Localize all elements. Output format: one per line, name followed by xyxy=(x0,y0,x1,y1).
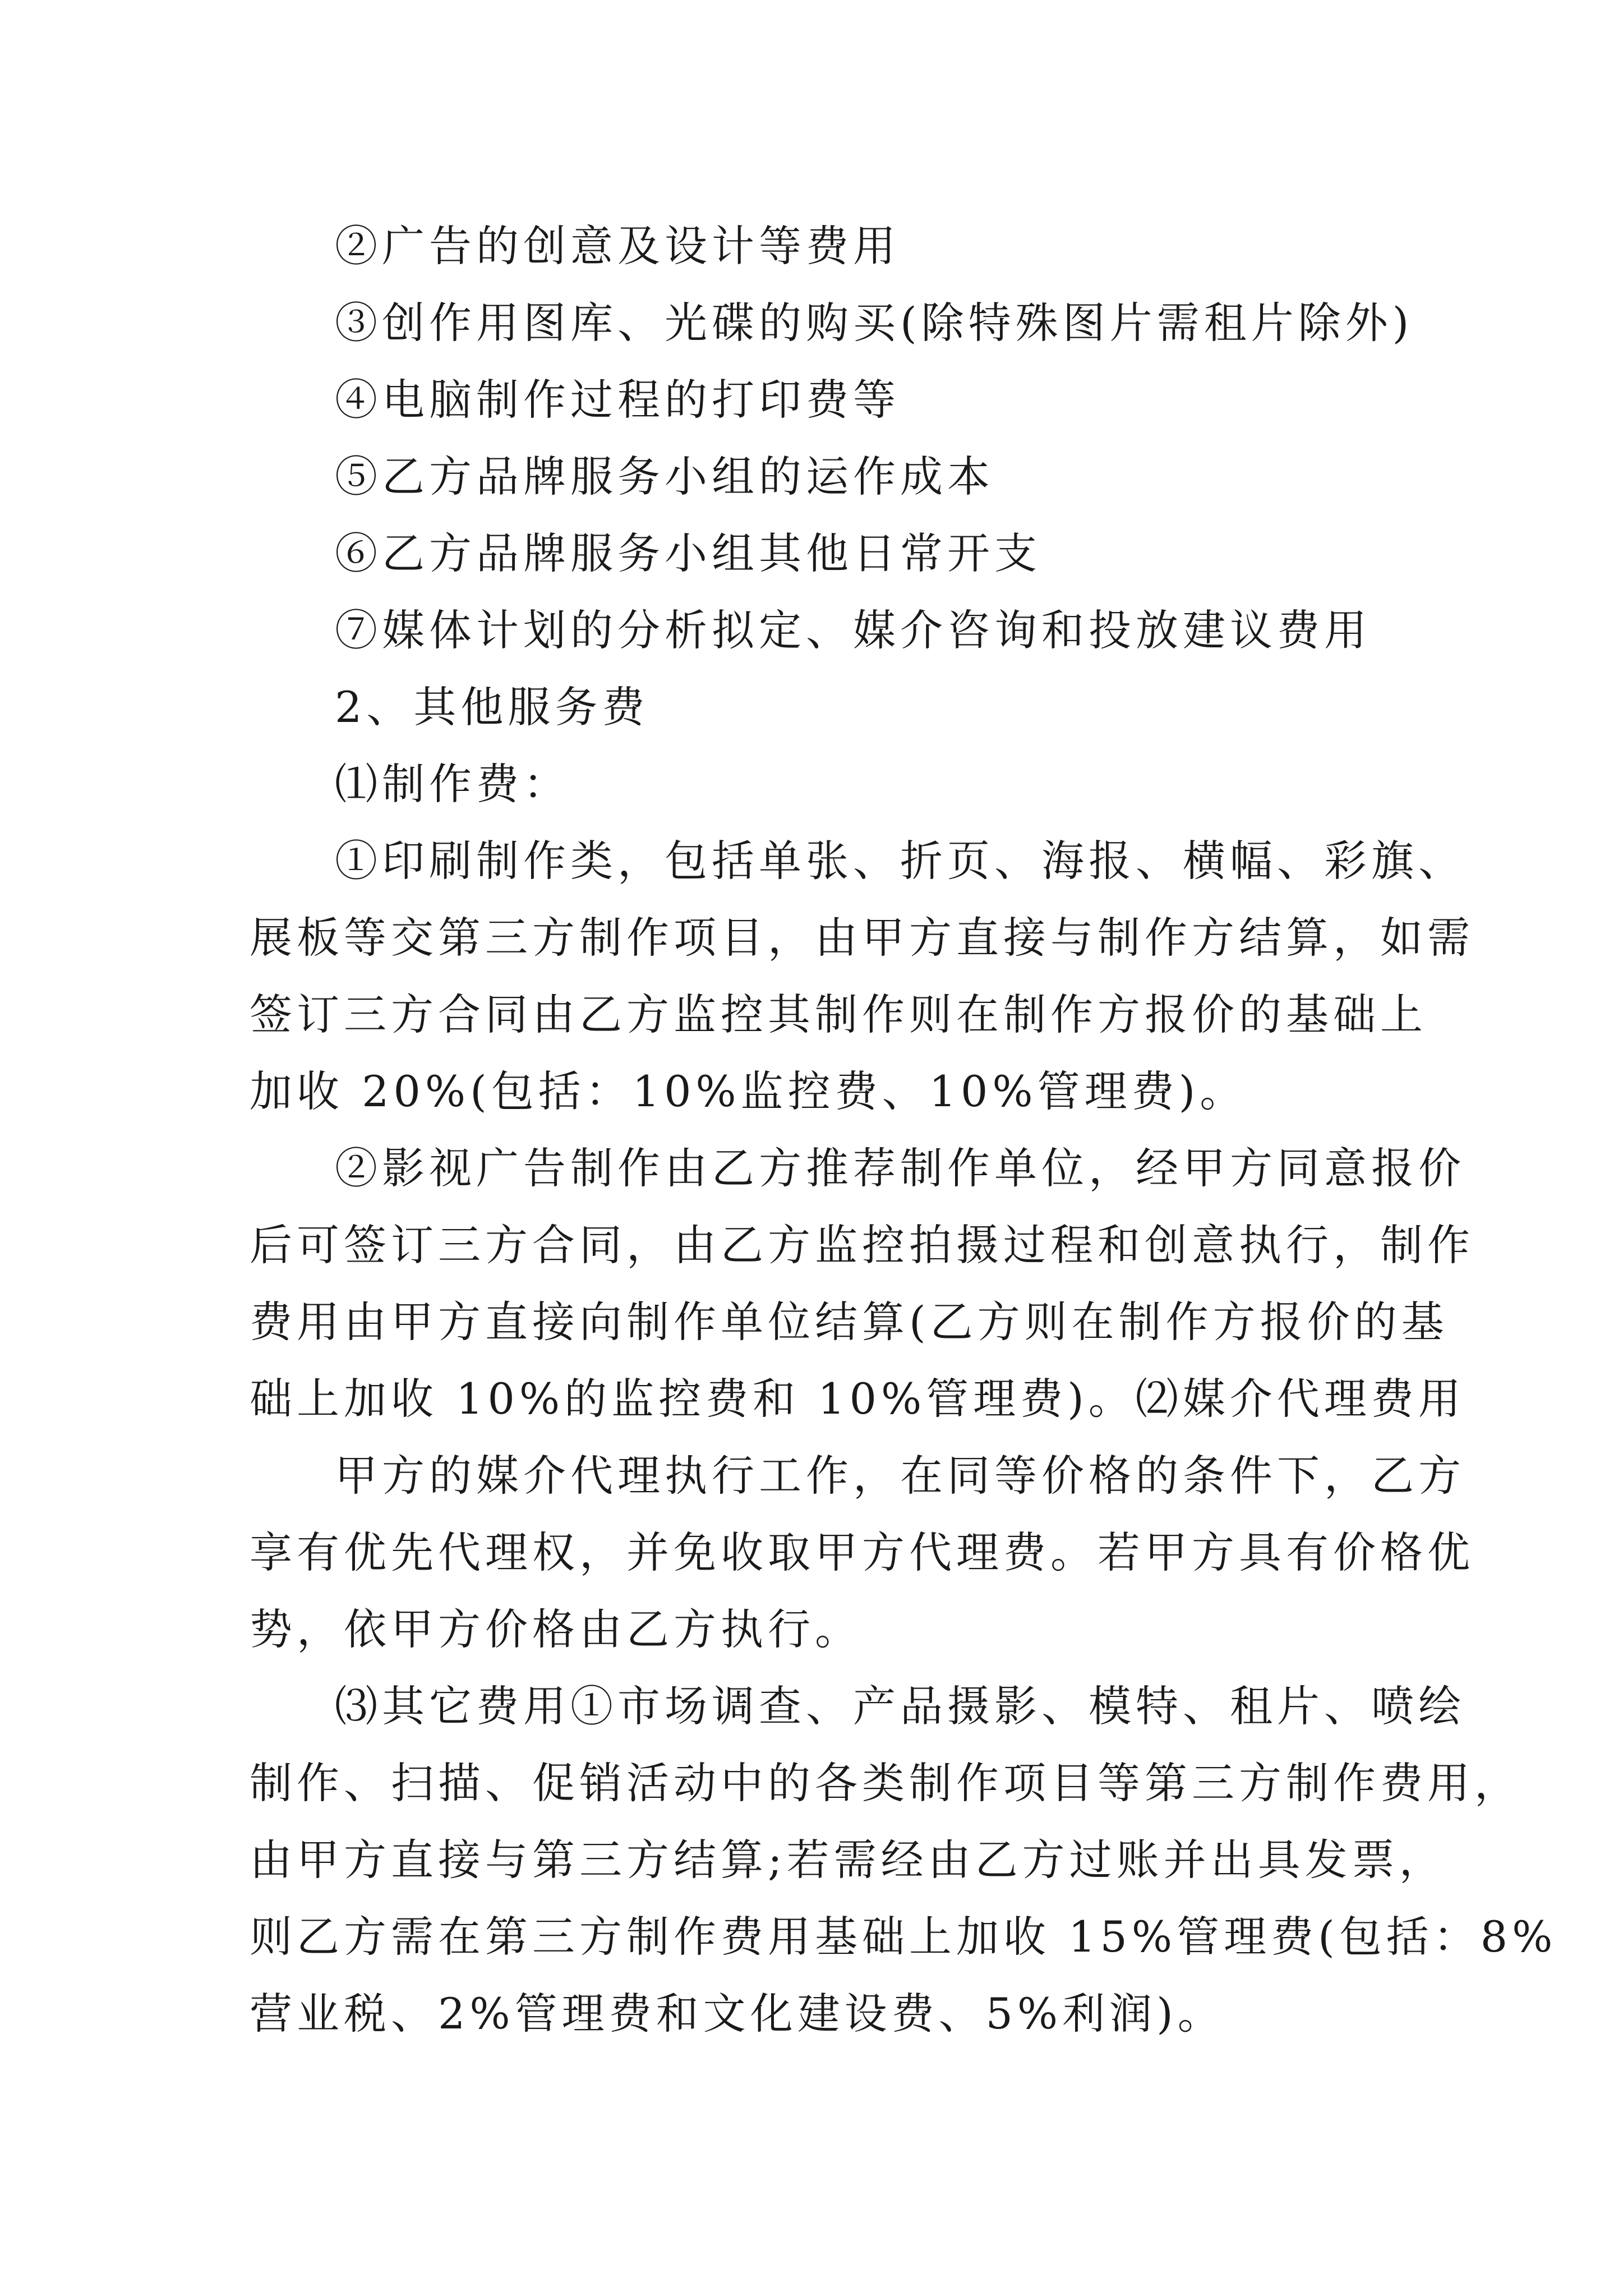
paragraph-line: 展板等交第三方制作项目，由甲方直接与制作方结算，如需 xyxy=(250,913,1474,963)
paragraph-line: ②影视广告制作由乙方推荐制作单位，经甲方同意报价 xyxy=(335,1143,1465,1193)
paragraph-line: 甲方的媒介代理执行工作，在同等价格的条件下，乙方 xyxy=(335,1451,1465,1501)
paragraph-line: ④电脑制作过程的打印费等 xyxy=(335,375,900,425)
paragraph-line: ③创作用图库、光碟的购买(除特殊图片需租片除外) xyxy=(335,298,1414,348)
paragraph-line: 费用由甲方直接向制作单位结算(乙方则在制作方报价的基 xyxy=(250,1297,1449,1347)
paragraph-line: ⑶其它费用①市场调查、产品摄影、模特、租片、喷绘 xyxy=(335,1681,1465,1731)
paragraph-line: ⑤乙方品牌服务小组的运作成本 xyxy=(335,452,994,501)
paragraph-line: 营业税、2%管理费和文化建设费、5%利润)。 xyxy=(250,1989,1225,2039)
section-heading: 2、其他服务费 xyxy=(335,682,649,732)
paragraph-line: 享有优先代理权，并免收取甲方代理费。若甲方具有价格优 xyxy=(250,1527,1474,1577)
paragraph-line: 势，依甲方价格由乙方执行。 xyxy=(250,1604,862,1654)
paragraph-line: 制作、扫描、促销活动中的各类制作项目等第三方制作费用， xyxy=(250,1758,1521,1808)
paragraph-line: 由甲方直接与第三方结算;若需经由乙方过账并出具发票， xyxy=(250,1835,1446,1885)
paragraph-line: ⑦媒体计划的分析拟定、媒介咨询和投放建议费用 xyxy=(335,605,1371,655)
paragraph-line: ②广告的创意及设计等费用 xyxy=(335,221,900,271)
paragraph-line: 签订三方合同由乙方监控其制作则在制作方报价的基础上 xyxy=(250,990,1427,1039)
subsection-heading: ⑴制作费： xyxy=(335,759,570,809)
paragraph-line: ①印刷制作类，包括单张、折页、海报、横幅、彩旗、 xyxy=(335,836,1465,886)
paragraph-line: 加收 20%(包括：10%监控费、10%管理费)。 xyxy=(250,1066,1247,1116)
paragraph-line: ⑥乙方品牌服务小组其他日常开支 xyxy=(335,528,1041,578)
document-body xyxy=(250,208,1557,2052)
paragraph-line: 后可签订三方合同，由乙方监控拍摄过程和创意执行，制作 xyxy=(250,1220,1474,1270)
paragraph-line: 础上加收 10%的监控费和 10%管理费)。⑵媒介代理费用 xyxy=(250,1374,1465,1424)
paragraph-line: 则乙方需在第三方制作费用基础上加收 15%管理费(包括：8% xyxy=(250,1912,1557,1962)
